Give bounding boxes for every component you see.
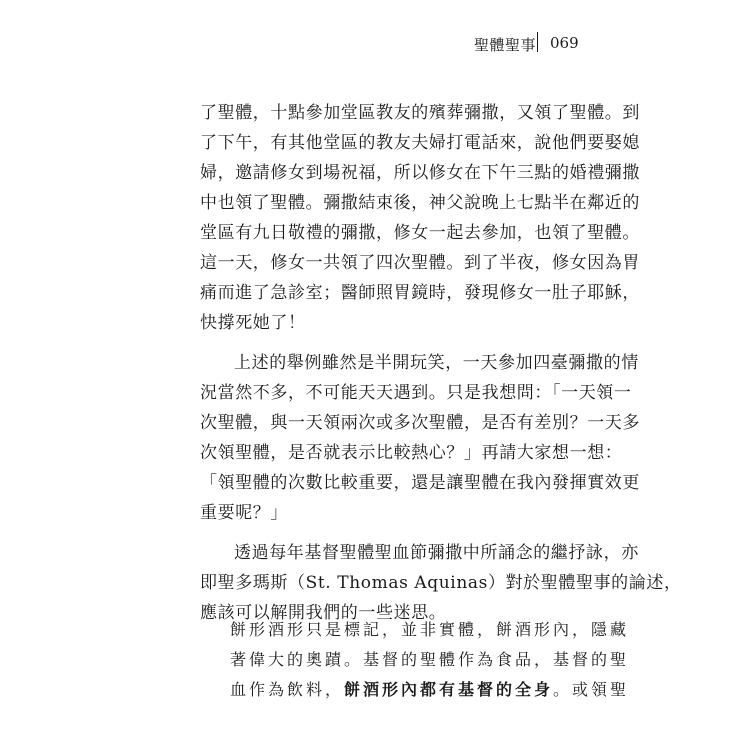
text-line: 重要呢？」 <box>200 503 288 523</box>
quote-line: 著偉大的奧蹟。基督的聖體作為食品，基督的聖 <box>230 650 630 669</box>
text-line: 堂區有九日敬禮的彌撒，修女一起去參加，也領了聖體。 <box>200 223 640 243</box>
header-divider <box>537 32 538 52</box>
text-line: 痛而進了急診室；醫師照胃鏡時，發現修女一肚子耶穌， <box>200 283 640 303</box>
quote-line: 餅形酒形只是標記，並非實體，餅酒形內，隱藏 <box>230 620 630 639</box>
text-line: 這一天，修女一共領了四次聖體。到了半夜，修女因為胃 <box>200 253 640 273</box>
text-line: 婦，邀請修女到場祝福，所以修女在下午三點的婚禮彌撒 <box>200 163 640 183</box>
text-line: 次領聖體，是否就表示比較熱心？」再請大家想一想： <box>200 443 623 463</box>
text-line: 「領聖體的次數比較重要，還是讓聖體在我內發揮實效更 <box>200 473 640 493</box>
text-line: 了下午，有其他堂區的教友夫婦打電話來，說他們要娶媳 <box>200 133 640 153</box>
page-number: 069 <box>550 34 579 52</box>
running-header-title: 聖體聖事 <box>474 36 537 54</box>
text-line: 應該可以解開我們的一些迷思。 <box>200 603 447 623</box>
text-line: 快撐死她了！ <box>200 313 306 333</box>
text-line: 次聖體，與一天領兩次或多次聖體，是否有差別？一天多 <box>200 413 640 433</box>
quote-emphasis: 餅酒形內都有基督的全身 <box>344 680 554 699</box>
quote-text: 。或領聖 <box>553 680 630 699</box>
text-line: 了聖體，十點參加堂區教友的殯葬彌撒，又領了聖體。到 <box>200 103 640 123</box>
text-line: 況當然不多，不可能天天遇到。只是我想問：「一天領一 <box>200 383 632 403</box>
text-line: 上述的舉例雖然是半開玩笑，一天參加四臺彌撒的情 <box>234 353 639 373</box>
quote-line <box>230 680 629 700</box>
running-header <box>430 30 585 58</box>
text-line: 即聖多瑪斯（St. Thomas Aquinas）對於聖體聖事的論述， <box>200 573 682 593</box>
quote-text: 血作為飲料， <box>230 680 345 699</box>
text-line: 透過每年基督聖體聖血節彌撒中所誦念的繼抒詠，亦 <box>234 543 639 563</box>
text-line: 中也領了聖體。彌撒結束後，神父說晚上七點半在鄰近的 <box>200 193 640 213</box>
